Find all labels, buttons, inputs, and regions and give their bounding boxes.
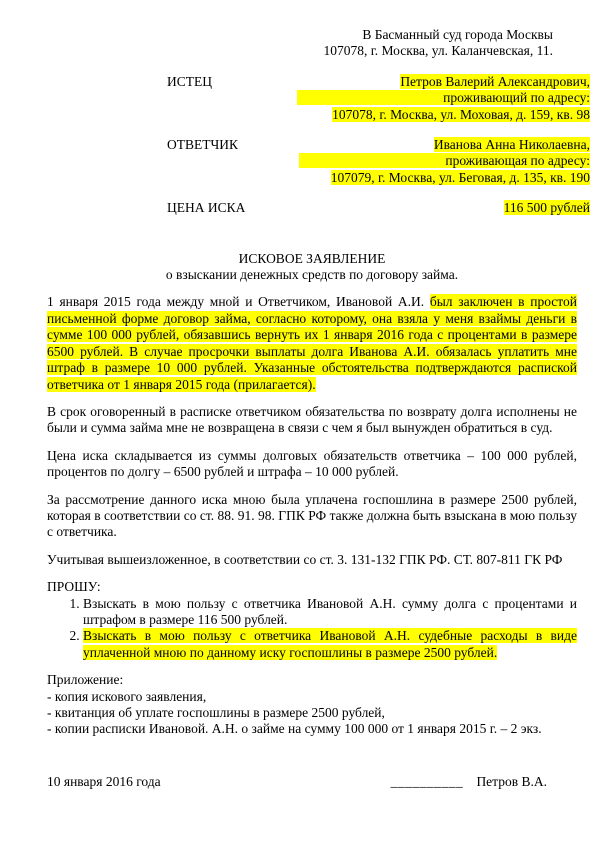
attachments-block: [47, 672, 577, 738]
defendant-label: ОТВЕТЧИК: [167, 137, 239, 153]
defendant-address: 107079, г. Москва, ул. Беговая, д. 135, кв. 190: [330, 169, 590, 185]
plaintiff-row: [47, 74, 590, 123]
paragraph-loan-facts: [47, 294, 577, 392]
claim-price-value: 116 500 рублей: [503, 200, 590, 216]
signature-name: Петров В.А.: [476, 773, 547, 789]
request-item-2-text: Взыскать в мою пользу с ответчика Ивановой А.Н. судебные расходы в виде уплаченной мною по данному иску госпошлины в размере 2500 рублей.: [83, 628, 577, 660]
attachment-item-2: - квитанция об уплате госпошлины в размере 2500 рублей,: [47, 705, 385, 720]
signature-date: 10 января 2016 года: [47, 773, 161, 789]
paragraph-default: В срок оговоренный в расписке ответчиком обязательства по возврату долга исполнены не были и сумма займа мне не возвращена в связи с чем я был вынужден обратиться в суд.: [47, 403, 577, 436]
signature-block: [391, 774, 547, 790]
defendant-details: [299, 137, 590, 186]
attachments-heading: Приложение:: [47, 672, 124, 688]
defendant-row: [47, 137, 590, 186]
attachment-item-1: - копия искового заявления,: [47, 688, 207, 704]
plaintiff-address: 107078, г. Москва, ул. Моховая, д. 159, кв. 98: [332, 106, 590, 122]
plaintiff-details: [297, 74, 590, 123]
request-heading: ПРОШУ:: [47, 579, 101, 595]
plaintiff-name: Петров Валерий Александрович,: [400, 73, 590, 89]
signature-row: [47, 774, 590, 790]
document-title: ИСКОВОЕ ЗАЯВЛЕНИЕ: [238, 250, 386, 266]
court-address: 107078, г. Москва, ул. Каланчевская, 11.: [323, 43, 553, 59]
defendant-name: Иванова Анна Николаевна,: [433, 137, 590, 153]
court-name: В Басманный суд города Москвы: [362, 27, 553, 42]
court-address-block: [47, 27, 590, 60]
document-subtitle: о взыскании денежных средств по договору займа.: [165, 267, 459, 283]
claim-price-row: [47, 200, 590, 216]
paragraph-legal-basis: Учитывая вышеизложенное, в соответствии со ст. 3. 131-132 ГПК РФ. СТ. 807-811 ГК РФ: [47, 551, 563, 567]
paragraph-loan-facts-highlighted: был заключен в простой письменной форме договор займа, согласно которому, она взяла у меня взаймы деньги в сумме 100 000 рублей, обязавшись вернуть их 1 января 2016 года с процентами в размере 6500 рублей. В случае просрочки выплаты долга Иванова А.И. обязалась уплатить мне штраф в размере 10 000 рублей. Указанные обстоятельства подтверждаются распиской ответчика от 1 января 2015 года (прилагается).: [47, 294, 577, 392]
signature-blank-line: __________: [390, 773, 464, 789]
plaintiff-label: ИСТЕЦ: [167, 73, 212, 89]
request-item-1: [83, 596, 577, 629]
defendant-residence: проживающая по адресу:: [299, 153, 590, 168]
paragraph-state-duty: За рассмотрение данного иска мною была уплачена госпошлина в размере 2500 рублей, которая в соответствии со ст. 88. 91. 98. ГПК РФ также должна быть взыскана в мою пользу с ответчика.: [47, 491, 577, 540]
request-item-2: [83, 628, 577, 661]
attachment-item-3: - копии расписки Ивановой. А.Н. о займе на сумму 100 000 от 1 января 2015 г. – 2 экз.: [47, 721, 542, 737]
requests-list: [47, 596, 577, 662]
paragraph-claim-amount: Цена иска складывается из суммы долговых обязательств ответчика – 100 000 рублей, процентов по долгу – 6500 рублей и штрафа – 10 000 рублей.: [47, 447, 577, 480]
plaintiff-residence: проживающий по адресу:: [297, 90, 590, 105]
paragraph-loan-facts-plain: 1 января 2015 года между мной и Ответчиком, Ивановой А.И.: [47, 294, 430, 310]
request-item-1-text: Взыскать в мою пользу с ответчика Ивановой А.Н. сумму долга с процентами и штрафом в размере 116 500 рублей.: [83, 595, 577, 627]
claim-price-label: ЦЕНА ИСКА: [167, 200, 246, 216]
